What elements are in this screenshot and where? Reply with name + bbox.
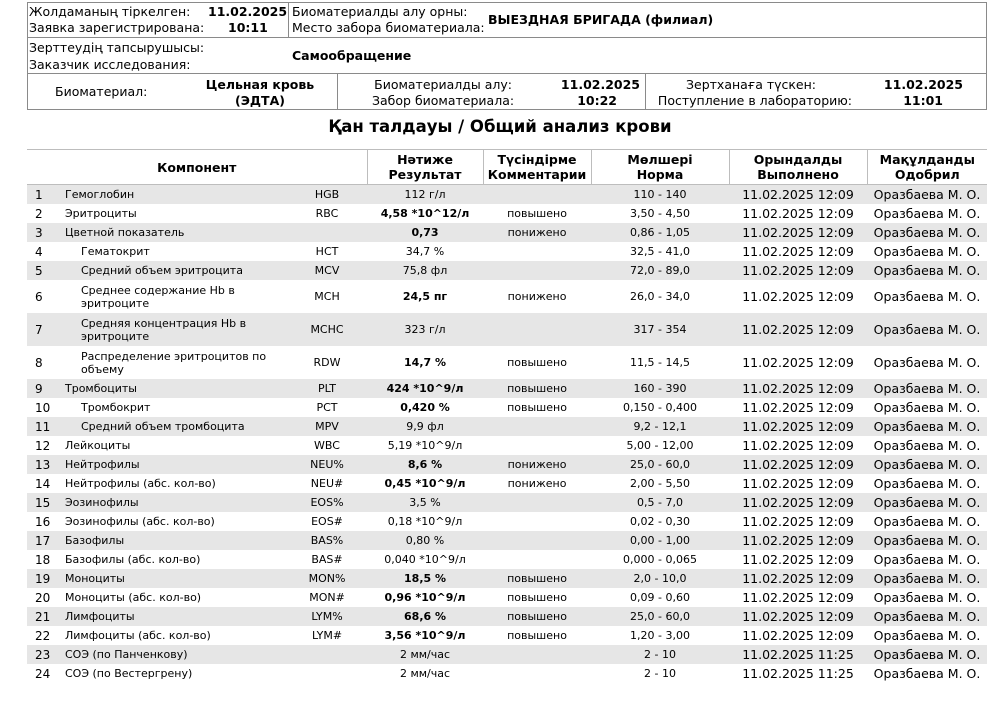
row-component-name: Эозинофилы (абс. кол-во) [65,515,215,528]
row-code: LYM# [311,629,343,642]
row-number: 20 [35,590,51,605]
row-norm: 0,150 - 0,400 [623,401,697,414]
row-number: 24 [35,666,51,681]
col-result-kz: Нәтиже [397,152,453,167]
table-row [27,569,987,588]
row-norm: 0,09 - 0,60 [630,591,690,604]
row-component-name: Лейкоциты [65,439,131,452]
row-component-name: Тромбокрит [81,401,151,414]
row-comment: повышено [507,356,567,369]
row-number: 7 [27,313,57,346]
row-code: HGB [287,185,367,205]
row-number: 3 [27,223,57,242]
row-result: 0,96 *10^9/л [384,591,466,604]
row-component-name: СОЭ (по Вестергрену) [65,667,193,680]
row-component-name: Эозинофилы [57,493,287,512]
row-norm: 0,5 - 7,0 [591,493,729,512]
row-norm: 0,00 - 1,00 [591,531,729,550]
row-comment [483,417,591,436]
row-norm: 72,0 - 89,0 [591,261,729,280]
row-code: EOS% [287,493,367,512]
row-norm: 2 - 10 [591,645,729,664]
table-row [27,436,987,455]
row-component-name-text: Распределение эритроцитов по объему [81,349,267,376]
row-result: 0,18 *10^9/л [387,515,463,528]
row-number: 6 [35,289,43,304]
row-result: 0,73 [367,223,483,242]
row-done-date: 11.02.2025 12:09 [729,313,867,346]
row-code: MON% [287,569,367,588]
row-approver: Оразбаева М. О. [873,438,981,453]
collection-time: 10:22 [577,93,617,108]
row-done-date: 11.02.2025 12:09 [729,493,867,512]
col-approved-ru: Одобрил [894,167,960,182]
row-done-date: 11.02.2025 12:09 [742,476,854,491]
row-number: 13 [27,455,57,474]
table-row [27,493,987,512]
biomaterial-value: Цельная кровь [205,77,315,92]
row-result: 5,19 *10^9/л [387,439,463,452]
customer-label-ru: Заказчик исследования: [29,57,191,72]
row-comment: повышено [483,569,591,588]
row-result: 0,80 % [367,531,483,550]
row-number: 14 [35,476,51,491]
page-title: Қан талдауы / Общий анализ крови [328,117,672,136]
row-done-date: 11.02.2025 12:09 [742,400,854,415]
row-done-date: 11.02.2025 11:25 [742,666,854,681]
table-row [27,664,987,683]
row-approver: Оразбаева М. О. [867,313,987,346]
lab-time: 11:01 [903,93,943,108]
row-norm: 0,02 - 0,30 [630,515,690,528]
row-done-date: 11.02.2025 12:09 [742,244,854,259]
row-code: NEU% [287,455,367,474]
row-component-name: Гемоглобин [57,185,287,205]
row-comment: повышено [507,207,567,220]
row-comment: повышено [507,591,567,604]
row-result: 112 г/л [367,185,483,205]
row-done-date: 11.02.2025 12:09 [729,531,867,550]
col-component [27,150,367,185]
row-component-name: Эритроциты [65,207,137,220]
col-approved [867,150,987,185]
row-number: 16 [35,514,51,529]
table-row [27,204,987,223]
row-approver: Оразбаева М. О. [873,666,981,681]
header-divider [27,73,987,74]
biomaterial-value-sub: (ЭДТА) [235,93,285,108]
row-code: EOS# [311,515,343,528]
row-approver: Оразбаева М. О. [873,400,981,415]
place-label-kz: Биоматериалды алу орны: [292,4,468,19]
customer-value: Самообращение [292,48,412,63]
row-approver: Оразбаева М. О. [873,289,981,304]
row-norm: 110 - 140 [591,185,729,205]
row-code [287,664,367,683]
table-row [27,313,987,346]
row-component-name: Средний объем эритроцита [57,261,287,280]
col-result [367,150,483,185]
row-number: 23 [27,645,57,664]
row-approver: Оразбаева М. О. [873,206,981,221]
row-norm: 3,50 - 4,50 [630,207,690,220]
row-approver: Оразбаева М. О. [873,476,981,491]
row-result: 34,7 % [405,245,445,258]
table-row [27,261,987,280]
row-code: PLT [287,379,367,398]
table-row [27,417,987,436]
row-done-date: 11.02.2025 12:09 [742,514,854,529]
lab-label-ru: Поступление в лабораторию: [657,93,852,108]
table-row [27,531,987,550]
row-result: 4,58 *10^12/л [380,207,470,220]
row-approver: Оразбаева М. О. [873,590,981,605]
row-comment [483,531,591,550]
row-comment: повышено [483,607,591,626]
row-approver: Оразбаева М. О. [867,379,987,398]
row-number: 21 [27,607,57,626]
row-done-date: 11.02.2025 12:09 [742,438,854,453]
row-approver: Оразбаева М. О. [873,355,981,370]
row-comment [483,242,591,261]
row-number: 19 [27,569,57,588]
row-number: 10 [35,400,51,415]
col-approved-kz: Мақұлданды [879,152,975,167]
row-done-date: 11.02.2025 12:09 [729,455,867,474]
row-done-date: 11.02.2025 12:09 [729,417,867,436]
collection-date: 11.02.2025 [560,77,640,92]
row-comment: повышено [483,379,591,398]
table-row [27,645,987,664]
row-number: 8 [35,355,43,370]
row-norm: 2,0 - 10,0 [591,569,729,588]
row-done-date: 11.02.2025 11:25 [729,645,867,664]
row-component-name [57,280,287,313]
row-comment [483,645,591,664]
row-component-name: Моноциты (абс. кол-во) [65,591,202,604]
row-norm: 1,20 - 3,00 [630,629,690,642]
row-done-date: 11.02.2025 12:09 [729,223,867,242]
reg-time: 10:11 [228,20,268,35]
row-done-date: 11.02.2025 12:09 [742,355,854,370]
table-row [27,242,987,261]
row-result: 75,8 фл [367,261,483,280]
lab-label-kz: Зертханаға түскен: [686,77,816,92]
header-divider [645,73,646,110]
col-norm-kz: Мөлшері [627,152,693,167]
row-done-date: 11.02.2025 12:09 [742,552,854,567]
col-comment [483,150,591,185]
row-comment: понижено [507,477,567,490]
row-result: 68,6 % [367,607,483,626]
row-component-name: Нейтрофилы (абс. кол-во) [65,477,216,490]
row-approver: Оразбаева М. О. [867,417,987,436]
row-norm: 9,2 - 12,1 [591,417,729,436]
row-result: 2 мм/час [367,645,483,664]
row-comment: повышено [507,629,567,642]
row-comment: понижено [483,223,591,242]
row-component-name [57,346,287,379]
results-table [27,149,987,683]
col-done-ru: Выполнено [757,167,839,182]
row-done-date: 11.02.2025 12:09 [729,261,867,280]
row-comment [483,313,591,346]
col-component-label: Компонент [157,159,237,175]
row-result: 3,5 % [367,493,483,512]
row-component-name: Лимфоциты [57,607,287,626]
row-approver: Оразбаева М. О. [867,531,987,550]
row-comment: повышено [507,401,567,414]
row-component-name: Тромбоциты [57,379,287,398]
row-code: BAS% [287,531,367,550]
row-done-date: 11.02.2025 12:09 [729,569,867,588]
row-code: MON# [309,591,345,604]
row-number: 18 [35,552,51,567]
col-result-ru: Результат [388,167,462,182]
row-norm: 25,0 - 60,0 [591,607,729,626]
row-component-name: Средний объем тромбоцита [57,417,287,436]
row-approver: Оразбаева М. О. [867,493,987,512]
row-comment [483,436,591,455]
row-component-name: Базофилы [57,531,287,550]
row-component-name: Базофилы (абс. кол-во) [65,553,201,566]
row-number: 2 [35,206,43,221]
row-number: 1 [27,185,57,205]
row-result: 2 мм/час [399,667,451,680]
header-divider [288,2,289,37]
row-norm: 317 - 354 [591,313,729,346]
row-done-date: 11.02.2025 12:09 [742,628,854,643]
row-result: 424 *10^9/л [367,379,483,398]
table-row [27,588,987,607]
row-code: MCHC [287,313,367,346]
row-code: RBC [315,207,339,220]
row-number: 15 [27,493,57,512]
place-label-ru: Место забора биоматериала: [292,20,485,35]
customer-label-kz: Зерттеудің тапсырушысы: [29,40,205,55]
table-row [27,223,987,242]
row-number: 9 [27,379,57,398]
table-row [27,346,987,379]
reg-date: 11.02.2025 [208,4,288,19]
row-approver: Оразбаева М. О. [873,552,981,567]
collection-label-kz: Биоматериалды алу: [374,77,512,92]
row-result: 9,9 фл [367,417,483,436]
table-row [27,280,987,313]
row-comment [483,493,591,512]
row-done-date: 11.02.2025 12:09 [742,206,854,221]
row-number: 17 [27,531,57,550]
row-comment [483,664,591,683]
row-comment [483,512,591,531]
row-approver: Оразбаева М. О. [867,185,987,205]
row-code: LYM% [287,607,367,626]
row-approver: Оразбаева М. О. [867,569,987,588]
row-component-name: Моноциты [57,569,287,588]
row-norm: 0,86 - 1,05 [591,223,729,242]
collection-label-ru: Забор биоматериала: [372,93,515,108]
table-row [27,474,987,493]
table-row [27,455,987,474]
table-row [27,607,987,626]
row-approver: Оразбаева М. О. [867,261,987,280]
table-row [27,185,987,205]
header-divider [27,37,987,38]
row-norm: 32,5 - 41,0 [630,245,690,258]
row-done-date: 11.02.2025 12:09 [729,607,867,626]
row-number: 12 [35,438,51,453]
row-norm: 5,00 - 12,00 [626,439,694,452]
col-comment-ru: Комментарии [487,167,587,182]
row-done-date: 11.02.2025 12:09 [729,185,867,205]
row-number: 4 [35,244,43,259]
row-norm: 25,0 - 60,0 [591,455,729,474]
row-code: NEU# [310,477,344,490]
row-approver: Оразбаева М. О. [867,455,987,474]
row-number: 22 [35,628,51,643]
row-done-date: 11.02.2025 12:09 [742,590,854,605]
row-component-name: СОЭ (по Панченкову) [57,645,287,664]
row-result: 0,45 *10^9/л [384,477,466,490]
reg-label-ru: Заявка зарегистрирована: [29,20,205,35]
col-norm [591,150,729,185]
row-component-name-text: Средняя концентрация Hb в эритроците [81,316,247,343]
row-code: MCV [287,261,367,280]
row-result: 14,7 % [404,356,447,369]
row-comment [483,261,591,280]
row-component-name: Нейтрофилы [57,455,287,474]
header-divider [337,73,338,110]
row-component-name: Цветной показатель [57,223,287,242]
row-component-name: Лимфоциты (абс. кол-во) [65,629,211,642]
row-component-name: Гематокрит [81,245,150,258]
row-number: 5 [27,261,57,280]
table-row [27,398,987,417]
row-approver: Оразбаева М. О. [873,514,981,529]
row-approver: Оразбаева М. О. [873,244,981,259]
row-approver: Оразбаева М. О. [867,645,987,664]
row-norm: 0,000 - 0,065 [623,553,697,566]
row-code: PCT [316,401,338,414]
table-row [27,550,987,569]
table-row [27,379,987,398]
row-result: 3,56 *10^9/л [384,629,466,642]
col-comment-kz: Түсіндірме [497,152,577,167]
lab-date: 11.02.2025 [883,77,963,92]
col-done [729,150,867,185]
row-code: MCH [314,290,340,303]
col-norm-ru: Норма [636,167,684,182]
row-comment: понижено [483,455,591,474]
row-code: BAS# [311,553,343,566]
row-code [287,223,367,242]
row-approver: Оразбаева М. О. [867,607,987,626]
row-result: 24,5 пг [402,290,448,303]
row-code: WBC [314,439,340,452]
col-done-kz: Орындалды [753,152,843,167]
row-norm: 2 - 10 [644,667,676,680]
row-comment [483,185,591,205]
row-result: 8,6 % [367,455,483,474]
row-code: RDW [313,356,341,369]
row-done-date: 11.02.2025 12:09 [729,379,867,398]
row-result: 323 г/л [367,313,483,346]
row-component-name [57,313,287,346]
row-code: MPV [287,417,367,436]
place-value: ВЫЕЗДНАЯ БРИГАДА (филиал) [488,12,714,27]
table-row [27,512,987,531]
reg-label-kz: Жолдаманың тіркелген: [29,4,191,19]
row-component-name-text: Среднее содержание Hb в эритроците [81,283,235,310]
row-norm: 26,0 - 34,0 [630,290,690,303]
row-code [287,645,367,664]
row-approver: Оразбаева М. О. [867,223,987,242]
row-result: 0,040 *10^9/л [384,553,466,566]
biomaterial-label: Биоматериал: [55,84,148,99]
row-number: 11 [27,417,57,436]
row-approver: Оразбаева М. О. [873,628,981,643]
table-row [27,626,987,645]
row-norm: 11,5 - 14,5 [630,356,690,369]
table-header [27,150,987,185]
row-code: HCT [315,245,339,258]
row-norm: 2,00 - 5,50 [630,477,690,490]
row-norm: 160 - 390 [591,379,729,398]
row-result: 18,5 % [367,569,483,588]
row-result: 0,420 % [400,401,450,414]
row-comment [483,550,591,569]
row-done-date: 11.02.2025 12:09 [742,289,854,304]
row-comment: понижено [507,290,567,303]
